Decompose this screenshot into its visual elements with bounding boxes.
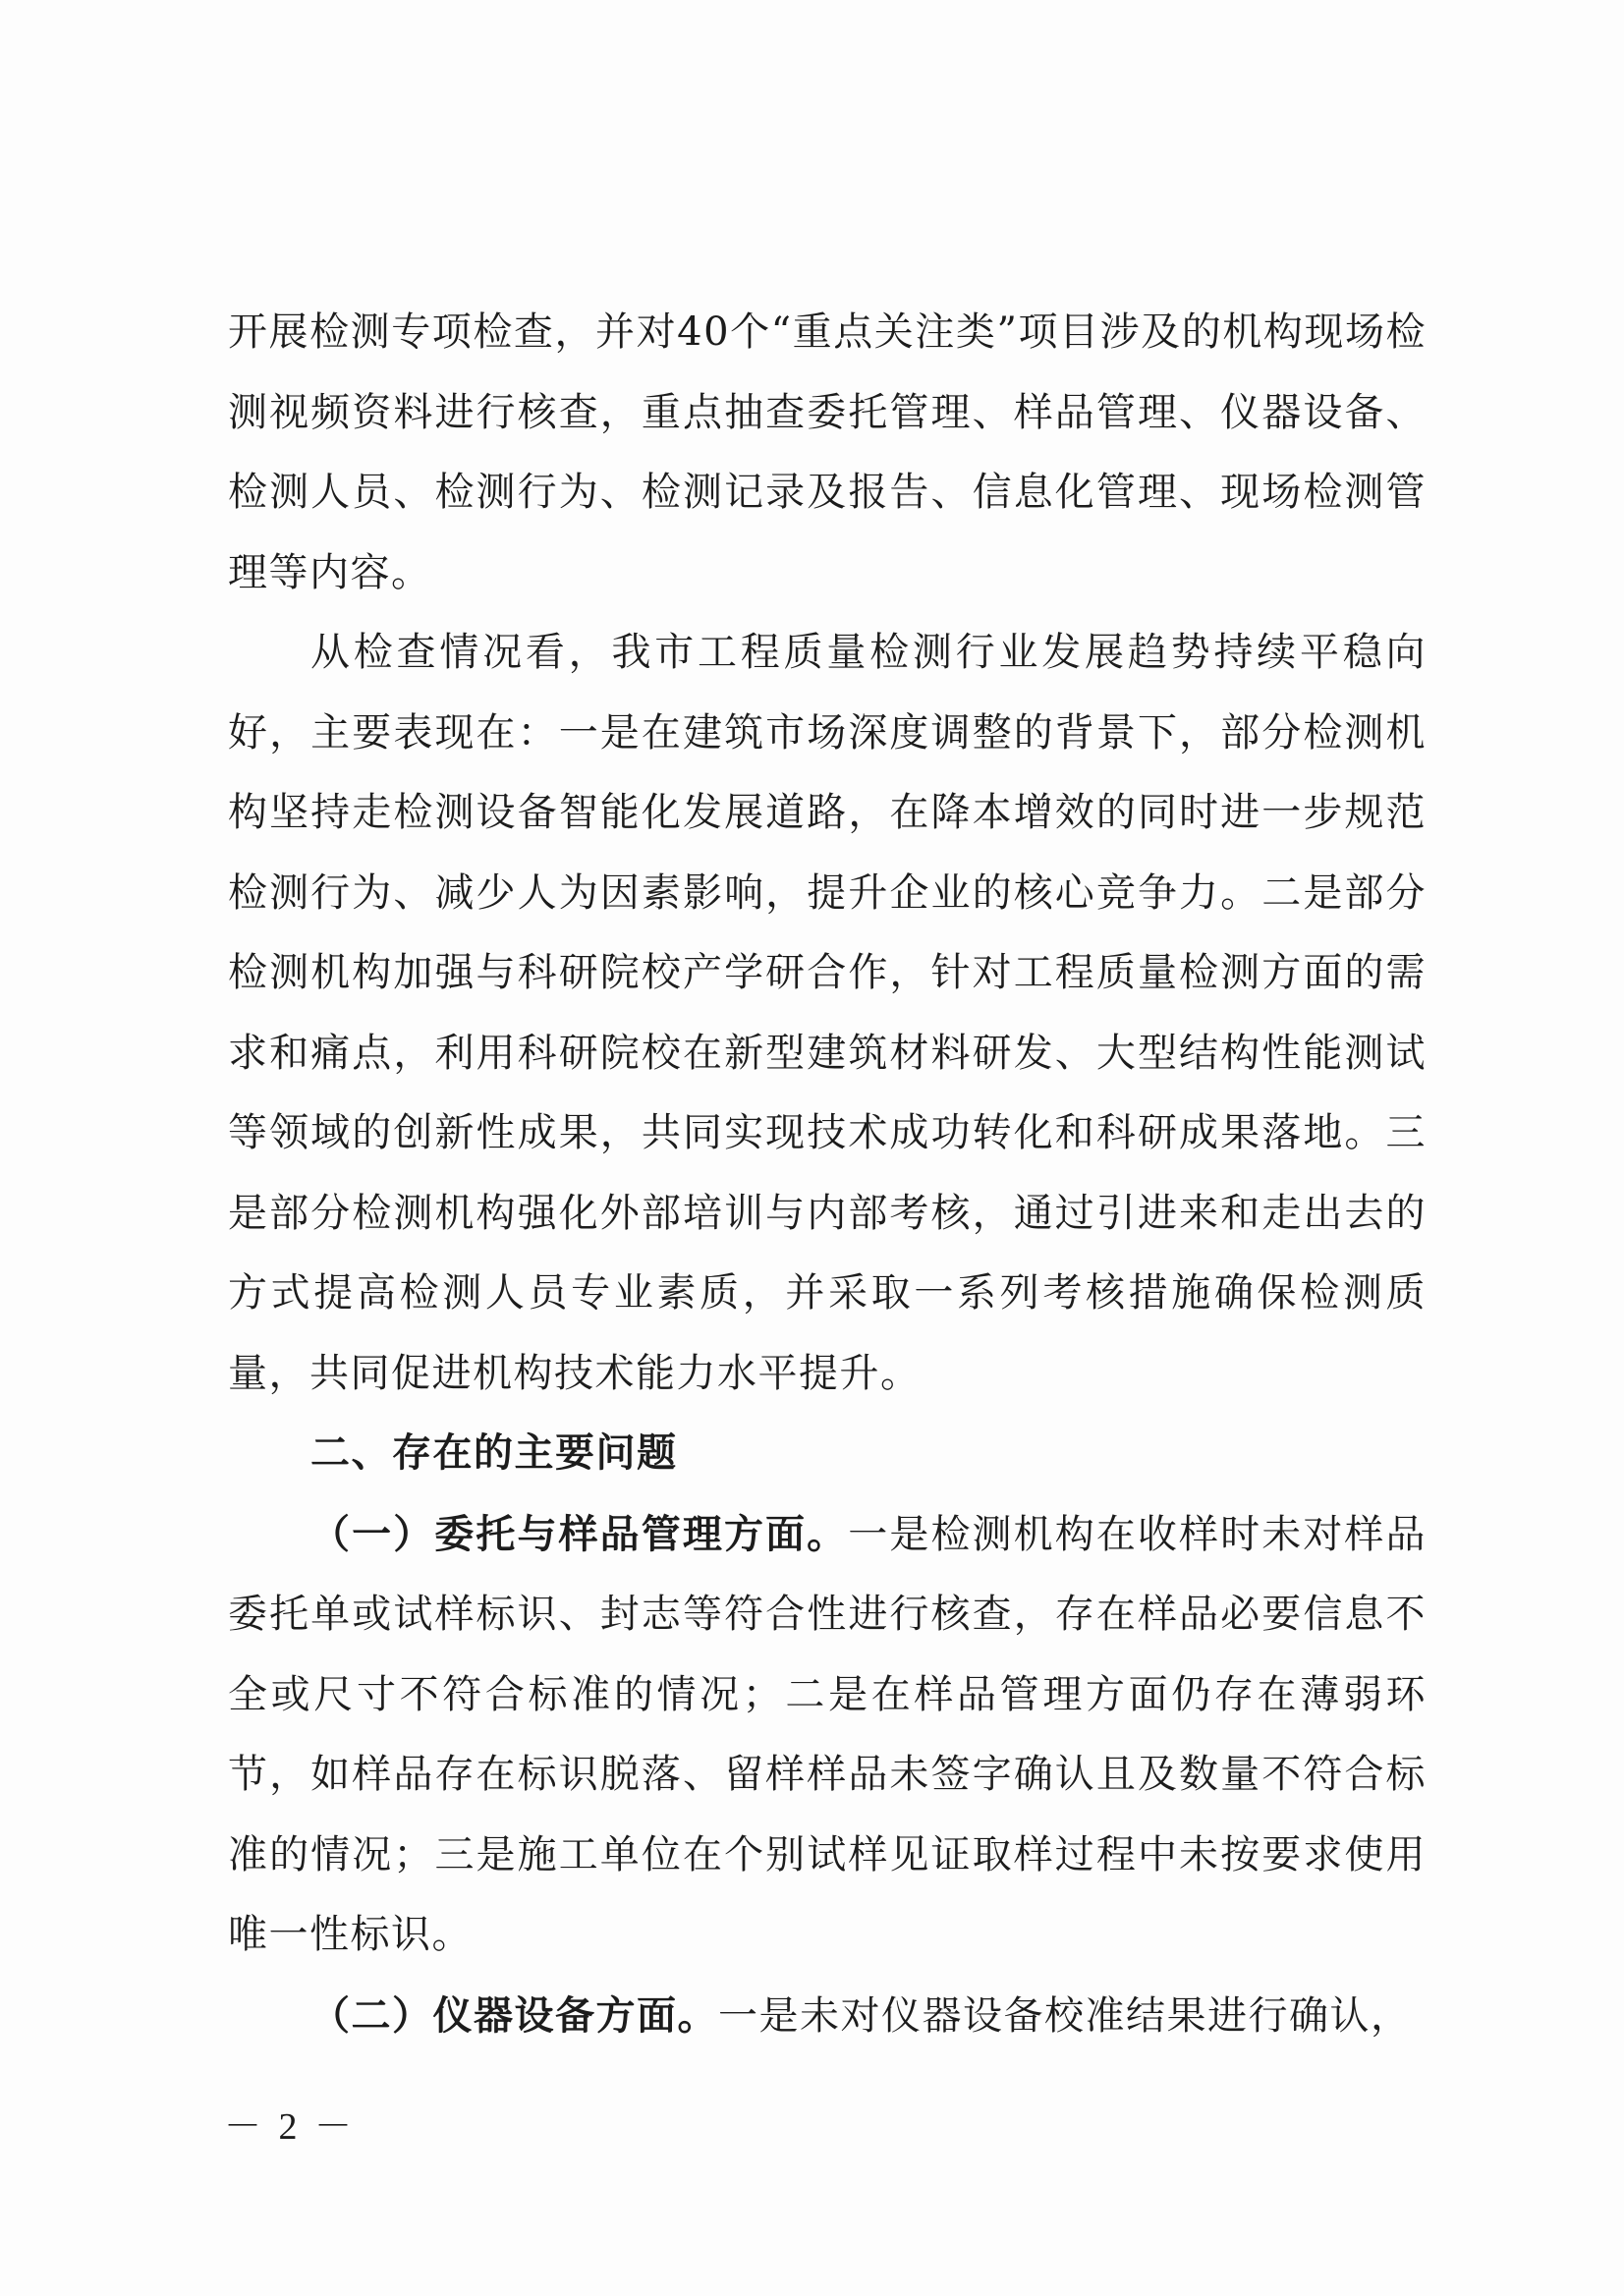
paragraph-inspection-scope: 开展检测专项检查，并对40个“重点关注类”项目涉及的机构现场检测视频资料进行核查，重点抽查委托管理、样品管理、仪器设备、检测人员、检测行为、检测记录及报告、信息化管理、现场检测管理等内容。 <box>228 309 1427 595</box>
paragraph-instrument-equipment <box>228 1976 1427 2057</box>
subsection-text-instrument-equipment: 一是未对仪器设备校准结果进行确认， <box>718 1992 1412 2039</box>
paragraph-inspection-findings: 从检查情况看，我市工程质量检测行业发展趋势持续平稳向好，主要表现在：一是在建筑市场深度调整的背景下，部分检测机构坚持走检测设备智能化发展道路，在降本增效的同时进一步规范检测行为、减少人为因素影响，提升企业的核心竞争力。二是部分检测机构加强与科研院校产学研合作，针对工程质量检测方面的需求和痛点，利用科研院校在新型建筑材料研发、大型结构性能测试等领域的创新性成果，共同实现技术成功转化和科研成果落地。三是部分检测机构强化外部培训与内部考核，通过引进来和走出去的方式提高检测人员专业素质，并采取一系列考核措施确保检测质量，共同促进机构技术能力水平提升。 <box>228 630 1427 1396</box>
subsection-title-instrument-equipment: （二）仪器设备方面。 <box>310 1991 718 2039</box>
subsection-text-commission-sample: 一是检测机构在收样时未对样品委托单或试样标识、封志等符合性进行核查，存在样品必要信息不全或尺寸不符合标准的情况；二是在样品管理方面仍存在薄弱环节，如样品存在标识脱落、留样样品未签字确认且及数量不符合标准的情况；三是施工单位在个别试样见证取样过程中未按要求使用唯一性标识。 <box>228 1511 1427 1957</box>
document-body <box>228 293 1427 2056</box>
section-heading-main-problems: 二、存在的主要问题 <box>310 1430 678 1476</box>
subsection-title-commission-sample: （一）委托与样品管理方面。 <box>310 1510 849 1557</box>
page-number: － 2 － <box>224 2106 357 2148</box>
paragraph-commission-sample-management <box>228 1494 1427 1976</box>
